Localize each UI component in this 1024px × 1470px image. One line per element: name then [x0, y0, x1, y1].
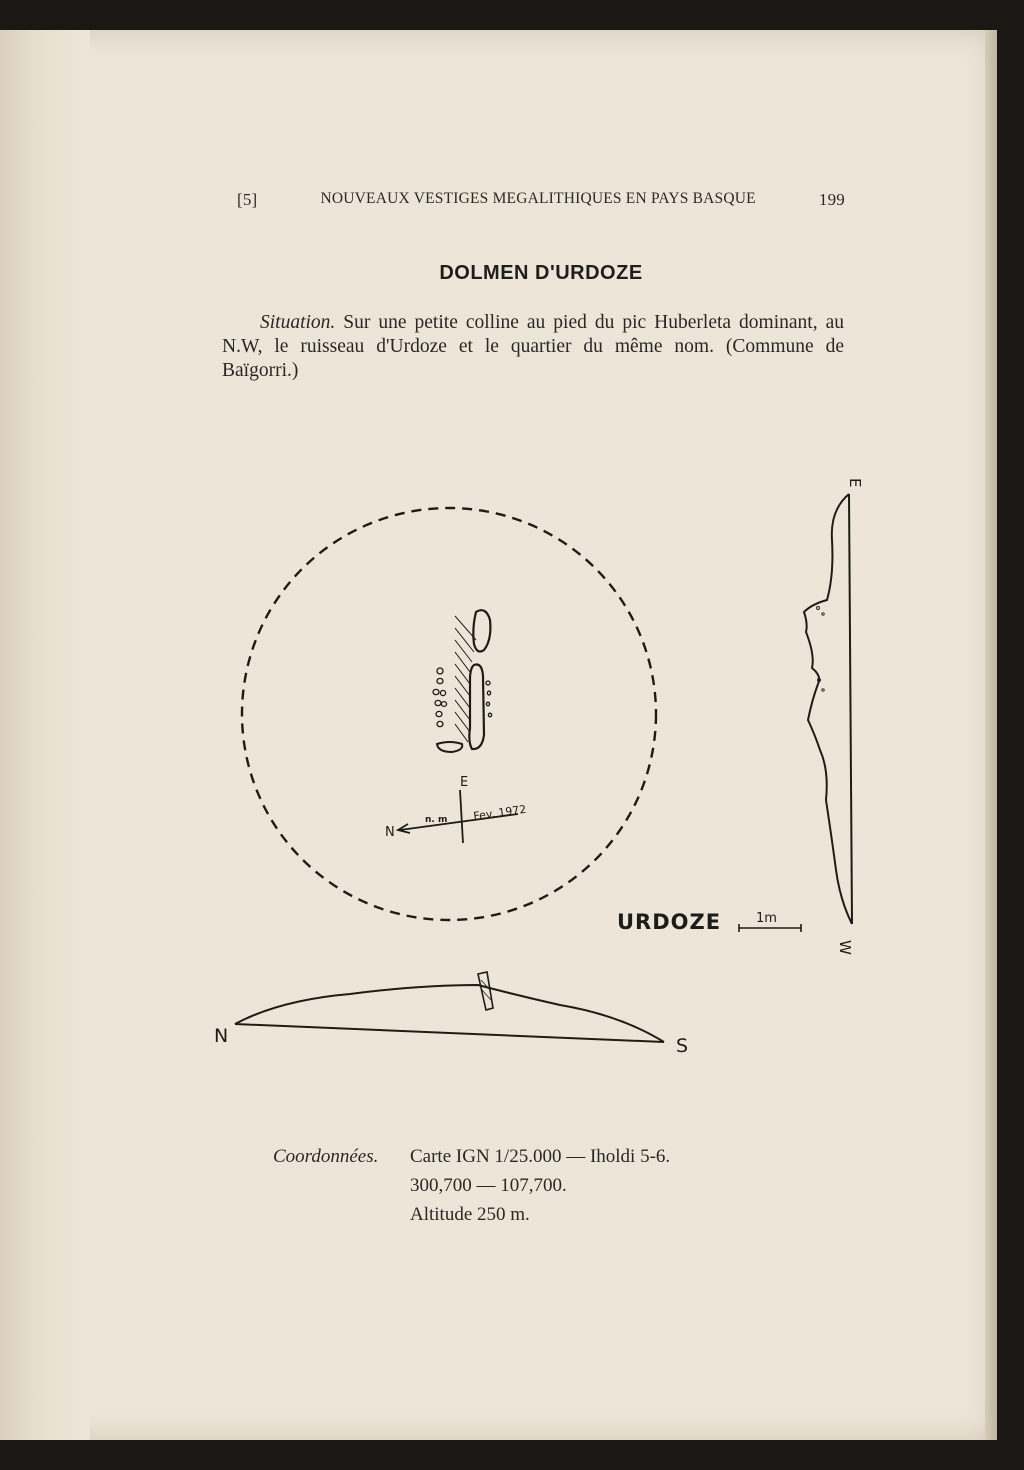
profile-stones	[817, 607, 825, 692]
scale-label: 1m	[756, 911, 777, 926]
coordinates-xy: 300,700 — 107,700.	[410, 1175, 567, 1196]
page-number: 199	[818, 190, 845, 209]
profile-slab	[478, 972, 493, 1010]
east-west-profile	[804, 494, 852, 924]
profile-north-label: N	[214, 1025, 229, 1047]
situation-text: Sur une petite colline au pied du pic Huberleta dominant, au N.W, le ruisseau d'Urdoze et le quartier du même nom. (Commune de Baïgorri.)	[222, 312, 844, 381]
coordinates-label: Coordonnées.	[273, 1146, 379, 1167]
section-heading: DOLMEN D'URDOZE	[439, 262, 643, 284]
coordinates-block	[410, 1142, 670, 1229]
north-south-profile	[235, 985, 664, 1042]
chamber-slab-base	[437, 742, 462, 752]
profile-east-label: E	[846, 478, 864, 488]
running-head-title: NOUVEAUX VESTIGES MEGALITHIQUES EN PAYS BASQUE	[320, 190, 756, 207]
chamber-slab-lower	[469, 664, 484, 749]
section-number: [5]	[237, 190, 258, 209]
compass-north-label: N	[385, 825, 395, 840]
situation-label: Situation.	[260, 312, 336, 333]
tumulus-circle	[242, 508, 656, 920]
site-name-label: URDOZE	[617, 910, 722, 934]
profile-west-label: W	[836, 940, 854, 955]
coordinates-altitude: Altitude 250 m.	[410, 1204, 530, 1225]
compass-east-label: E	[460, 775, 469, 790]
magnetic-north-label: n. m	[425, 815, 448, 825]
drawing-date: Fev. 1972	[472, 802, 528, 823]
chamber-slab-upper	[473, 610, 490, 651]
coordinates-map-ref: Carte IGN 1/25.000 — Iholdi 5-6.	[410, 1146, 671, 1167]
profile-south-label: S	[676, 1035, 689, 1057]
compass-cross	[460, 790, 463, 843]
